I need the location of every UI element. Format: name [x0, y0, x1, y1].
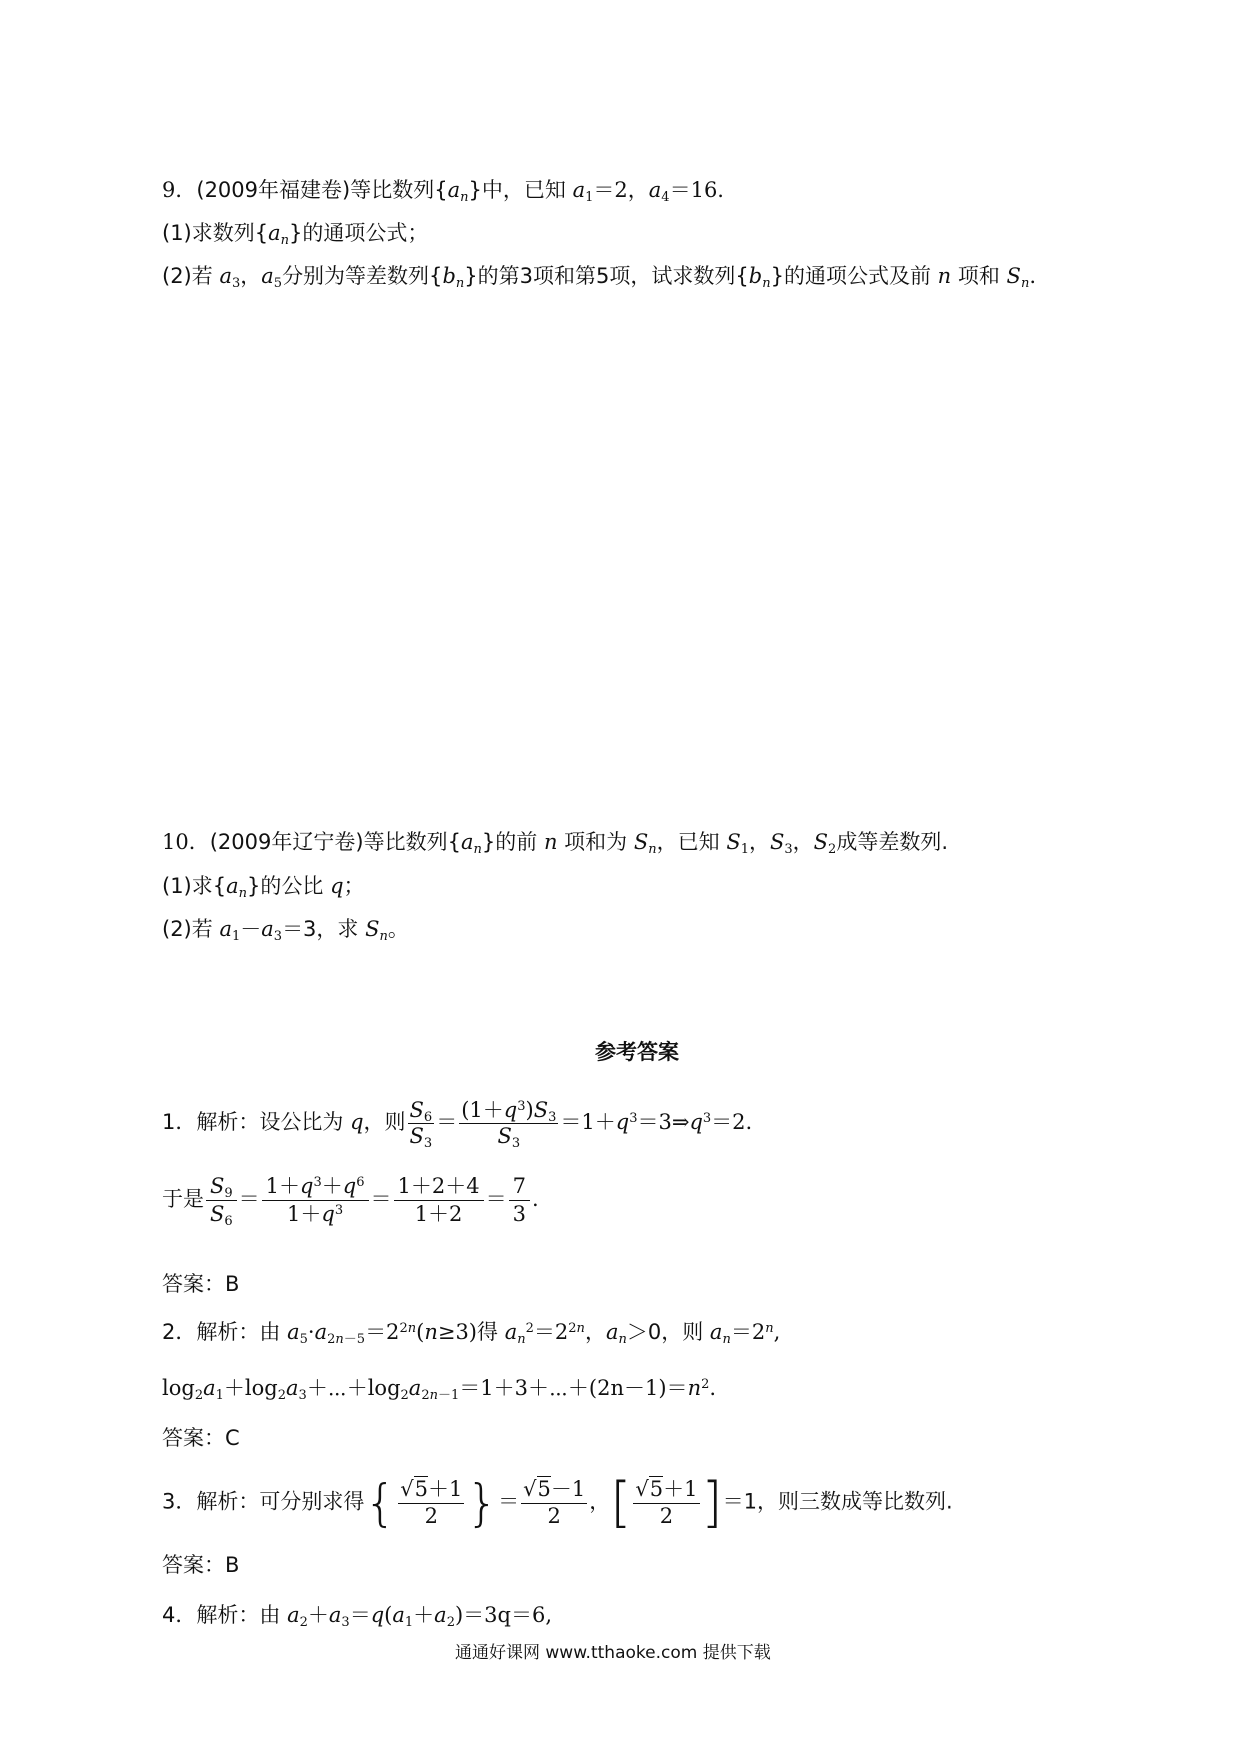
fraction: $\frac{1+q^3+q^6}{1+q^3}$: [262, 1173, 369, 1228]
right-brace-icon: }: [466, 1474, 499, 1532]
answer-1-line1: 1．解析：设公比为 q，则 $\frac{S_6}{S_3}$ ＝ $\frac{(1+q^3)S_3}{S_3}$ $=1+q^3=3\Rightarrow q^3=2$.: [162, 1098, 753, 1152]
fraction: $\frac{√5+1}{2}$: [400, 1477, 463, 1528]
fraction: $\frac{√5+1}{2}$: [635, 1477, 698, 1528]
answer-1-line2: 于是 $\frac{S_9}{S_6}$ ＝ $\frac{1+q^3+q^6}{1+q^3}$ ＝ $\frac{1+2+4}{1+2}$ ＝ $\frac{7}{3}$ .: [162, 1174, 539, 1230]
fraction: $\frac{7}{3}$: [509, 1173, 530, 1228]
q9-stem: 9．(2009年福建卷)等比数列$\{a_n\}$中，已知 $a_1=2$，$a_4=16$.: [162, 178, 724, 206]
page-footer: 通通好课网 www.tthaoke.com 提供下载: [455, 1643, 771, 1663]
left-brace-icon: {: [364, 1474, 397, 1532]
answer-3-line1: 3．解析：可分别求得{ $\frac{√5+1}{2}$ }＝ $\frac{√5-1}{2}$ ，[ $\frac{√5+1}{2}$ ]＝1，则三数成等比数列.: [162, 1471, 953, 1534]
q10-part1: (1)求$\{a_n\}$的公比 q；: [162, 874, 365, 902]
answer-1-result: 答案：B: [162, 1272, 240, 1296]
q9-part2: (2)若 $a_3$，$a_5$分别为等差数列$\{b_n\}$的第3项和第5项，试求数列$\{b_n\}$的通项公式及前 n 项和 $S_n$.: [162, 264, 1037, 292]
answer-2-result: 答案：C: [162, 1426, 240, 1450]
fraction: $\frac{√5-1}{2}$: [523, 1477, 586, 1528]
answer-2-line1: 2．解析：由 $a_5\cdot a_{2n-5}=2^{2n}(n\ge 3)$得 $a_n^2=2^{2n}$，$a_n>0$，则 $a_n=2^n$,: [162, 1320, 781, 1348]
q10-number: 10．: [162, 830, 210, 854]
fraction: $\frac{S_6}{S_3}$: [409, 1098, 433, 1152]
q9-number: 9．: [162, 178, 197, 202]
left-bracket-icon: [: [610, 1471, 632, 1534]
answer-3-result: 答案：B: [162, 1553, 240, 1577]
answer-2-line2: $\log_2a_1+\log_2a_3+\cdots+\log_2a_{2n-1}=1+3+\cdots+(2n-1)=n^2$.: [162, 1376, 717, 1404]
fraction: $\frac{1+2+4}{1+2}$: [394, 1173, 484, 1228]
fraction: $\frac{S_9}{S_6}$: [206, 1173, 237, 1228]
answer-4-line1: 4．解析：由 $a_2+a_3=q(a_1+a_2)=3q=6$,: [162, 1603, 553, 1631]
right-bracket-icon: ]: [701, 1471, 723, 1534]
q9-source: (2009年福建卷): [196, 178, 351, 202]
answers-heading: 参考答案: [595, 1040, 679, 1064]
fraction: $\frac{(1+q^3)S_3}{S_3}$: [461, 1098, 557, 1152]
q10-stem: 10．(2009年辽宁卷)等比数列$\{a_n\}$的前 n 项和为 $S_n$，已知 $S_1$，$S_3$，$S_2$成等差数列.: [162, 830, 949, 858]
q10-part2: (2)若 $a_1-a_3=3$，求 $S_n$。: [162, 917, 409, 945]
q10-source: (2009年辽宁卷): [209, 830, 364, 854]
q9-part1: (1)求数列$\{a_n\}$的通项公式；: [162, 221, 429, 249]
